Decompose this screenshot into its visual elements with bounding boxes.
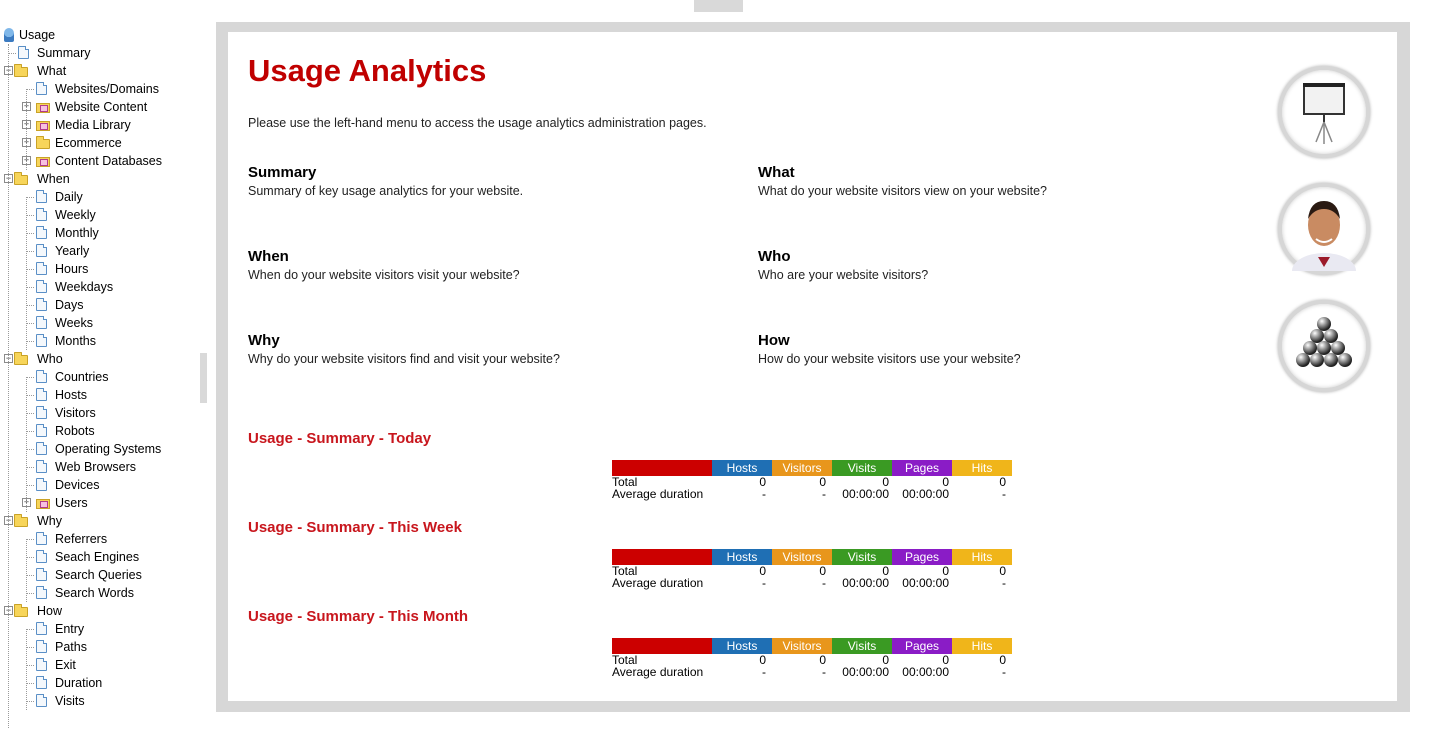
tree-item-label: What — [37, 64, 67, 78]
tree-item-referrers[interactable] — [0, 530, 200, 548]
tree-connector — [26, 413, 34, 414]
tree-connector — [26, 377, 34, 378]
summary-cell-visitors: - — [822, 576, 826, 590]
document-icon — [36, 424, 47, 437]
summary-header-label-cell — [612, 638, 712, 654]
summary-row-avg — [612, 488, 1012, 500]
summary-row-label: Average duration — [612, 576, 704, 590]
tree-connector — [26, 593, 34, 594]
document-icon — [36, 190, 47, 203]
navigation-tree — [0, 26, 200, 710]
tree-item-label: Weekly — [55, 208, 96, 222]
document-icon — [36, 460, 47, 473]
summary-cell-visitors: - — [822, 487, 826, 501]
summary-cell-hosts: - — [762, 665, 766, 679]
tree-item-exit[interactable] — [0, 656, 200, 674]
summary-cell-hits: - — [1002, 576, 1006, 590]
document-icon — [36, 442, 47, 455]
tree-item-summary[interactable] — [0, 44, 200, 62]
tree-item-hosts[interactable] — [0, 386, 200, 404]
section-heading[interactable]: What — [758, 164, 795, 181]
section-when — [248, 248, 520, 282]
folder-icon — [14, 67, 28, 77]
folder-icon — [14, 355, 28, 365]
section-text: Summary of key usage analytics for your website. — [248, 184, 524, 198]
tree-connector — [26, 557, 34, 558]
summary-cell-hosts: 0 — [759, 564, 766, 578]
tree-item-yearly[interactable] — [0, 242, 200, 260]
document-icon — [36, 694, 47, 707]
tree-item-label: Visits — [55, 694, 85, 708]
expand-icon[interactable]: + — [23, 119, 30, 129]
tree-item-label: Users — [55, 496, 88, 510]
expand-icon[interactable]: + — [23, 101, 30, 111]
document-icon — [36, 334, 47, 347]
tree-item-label: Hours — [55, 262, 89, 276]
tree-item-label: Weekdays — [55, 280, 114, 294]
tree-item-label: When — [37, 172, 70, 186]
tree-item-hours[interactable] — [0, 260, 200, 278]
tree-item-ecommerce[interactable] — [0, 134, 200, 152]
tree-item-usage[interactable] — [0, 26, 200, 44]
presentation-screen-icon — [1278, 66, 1370, 158]
tree-item-label: Daily — [55, 190, 83, 204]
tree-item-label: Paths — [55, 640, 87, 654]
tree-connector — [26, 449, 34, 450]
tree-item-label: Media Library — [55, 118, 131, 132]
section-text: Who are your website visitors? — [758, 268, 929, 282]
summary-header-visits: Visits — [832, 549, 892, 565]
tree-guide-line — [26, 539, 27, 602]
section-heading[interactable]: When — [248, 248, 289, 265]
tree-item-duration[interactable] — [0, 674, 200, 692]
tree-item-search-queries[interactable] — [0, 566, 200, 584]
summary-header-pages: Pages — [892, 638, 952, 654]
tree-item-media-library[interactable] — [0, 116, 200, 134]
tree-item-label: Web Browsers — [55, 460, 137, 474]
summary-header-label-cell — [612, 460, 712, 476]
tree-item-label: Weeks — [55, 316, 93, 330]
tree-item-weeks[interactable] — [0, 314, 200, 332]
tree-item-content-databases[interactable] — [0, 152, 200, 170]
section-text: How do your website visitors use your website? — [758, 352, 1021, 366]
expand-icon[interactable]: + — [23, 155, 30, 165]
tree-item-monthly[interactable] — [0, 224, 200, 242]
collapse-icon[interactable]: − — [5, 515, 12, 525]
summary-cell-hosts: - — [762, 487, 766, 501]
folder-icon — [14, 607, 28, 617]
summary-header-hits: Hits — [952, 549, 1012, 565]
document-icon — [36, 208, 47, 221]
tree-item-label: Seach Engines — [55, 550, 140, 564]
summary-table — [612, 638, 1012, 678]
tree-item-label: Countries — [55, 370, 109, 384]
document-icon — [36, 640, 47, 653]
tree-item-label: Yearly — [55, 244, 90, 258]
document-icon — [36, 244, 47, 257]
tree-connector — [26, 269, 34, 270]
collapse-icon[interactable]: − — [5, 65, 12, 75]
tree-item-label: Exit — [55, 658, 76, 672]
section-how — [758, 332, 1021, 366]
summary-header-visits: Visits — [832, 638, 892, 654]
folder-icon — [14, 175, 28, 185]
section-heading[interactable]: How — [758, 332, 790, 349]
tree-item-label: Duration — [55, 676, 103, 690]
tree-item-days[interactable] — [0, 296, 200, 314]
collapse-icon[interactable]: − — [5, 353, 12, 363]
document-icon — [36, 370, 47, 383]
folder-icon — [36, 139, 50, 149]
tree-item-label: Entry — [55, 622, 85, 636]
section-text: What do your website visitors view on your website? — [758, 184, 1048, 198]
tree-item-when[interactable] — [0, 170, 200, 188]
tree-connector — [26, 323, 34, 324]
person-photo-icon — [1278, 183, 1370, 275]
tree-connector — [26, 341, 34, 342]
tree-item-weekly[interactable] — [0, 206, 200, 224]
summary-header-hits: Hits — [952, 460, 1012, 476]
summary-cell-visitors: - — [822, 665, 826, 679]
document-icon — [36, 406, 47, 419]
tree-item-daily[interactable] — [0, 188, 200, 206]
summary-header-hosts: Hosts — [712, 638, 772, 654]
tree-item-label: Search Queries — [55, 568, 142, 582]
summary-row-label: Total — [612, 564, 638, 578]
summary-header-row — [612, 460, 1012, 476]
tree-item-why[interactable] — [0, 512, 200, 530]
tree-connector — [26, 485, 34, 486]
intro-text: Please use the left-hand menu to access the usage analytics administration pages. — [248, 116, 707, 130]
expand-icon[interactable]: + — [23, 497, 30, 507]
tree-item-label: Days — [55, 298, 84, 312]
tree-item-web-browsers[interactable] — [0, 458, 200, 476]
tree-connector — [26, 539, 34, 540]
tree-item-label: Why — [37, 514, 62, 528]
section-heading[interactable]: Who — [758, 248, 791, 265]
summary-cell-visitors: 0 — [819, 653, 826, 667]
summary-title: Usage - Summary - This Month — [248, 608, 469, 625]
summary-header-hits: Hits — [952, 638, 1012, 654]
document-icon — [36, 298, 47, 311]
summary-header-hosts: Hosts — [712, 460, 772, 476]
tree-item-label: How — [37, 604, 63, 618]
summary-table — [612, 460, 1012, 500]
tree-item-paths[interactable] — [0, 638, 200, 656]
summary-cell-pages: 0 — [942, 564, 949, 578]
section-text: Why do your website visitors find and visit your website? — [248, 352, 560, 366]
tree-item-robots[interactable] — [0, 422, 200, 440]
summary-cell-hosts: 0 — [759, 475, 766, 489]
collapse-icon[interactable]: − — [5, 173, 12, 183]
document-icon — [36, 82, 47, 95]
summary-row-label: Average duration — [612, 665, 704, 679]
summary-cell-hits: 0 — [999, 653, 1006, 667]
summary-cell-visits: 0 — [882, 475, 889, 489]
summary-row-label: Total — [612, 475, 638, 489]
tree-item-who[interactable] — [0, 350, 200, 368]
tree-item-label: Website Content — [55, 100, 148, 114]
database-folder-icon — [36, 157, 50, 167]
tree-item-label: Operating Systems — [55, 442, 162, 456]
tree-item-label: Search Words — [55, 586, 134, 600]
tree-item-label: Who — [37, 352, 63, 366]
summary-cell-visitors: 0 — [819, 564, 826, 578]
summary-header-pages: Pages — [892, 549, 952, 565]
tree-item-weekdays[interactable] — [0, 278, 200, 296]
summary-cell-pages: 0 — [942, 653, 949, 667]
tree-item-what[interactable] — [0, 62, 200, 80]
summary-cell-hits: 0 — [999, 564, 1006, 578]
page-title: Usage Analytics — [248, 53, 487, 88]
document-icon — [36, 316, 47, 329]
tree-item-website-content[interactable] — [0, 98, 200, 116]
tree-item-devices[interactable] — [0, 476, 200, 494]
summary-row-label: Total — [612, 653, 638, 667]
tree-connector — [26, 395, 34, 396]
document-icon — [36, 478, 47, 491]
tree-connector — [26, 647, 34, 648]
document-icon — [36, 658, 47, 671]
tree-item-visits[interactable] — [0, 692, 200, 710]
section-heading[interactable]: Why — [248, 332, 280, 349]
tree-item-operating-systems[interactable] — [0, 440, 200, 458]
tree-guide-line — [8, 44, 9, 728]
summary-row-avg — [612, 666, 1012, 678]
tree-item-label: Ecommerce — [55, 136, 122, 150]
expand-icon[interactable]: + — [23, 137, 30, 147]
tree-item-label: Referrers — [55, 532, 108, 546]
tree-connector — [26, 305, 34, 306]
tree-item-visitors[interactable] — [0, 404, 200, 422]
tree-connector — [8, 53, 16, 54]
tree-connector — [26, 683, 34, 684]
tree-item-label: Summary — [37, 46, 91, 60]
summary-cell-visits: 00:00:00 — [842, 576, 889, 590]
section-who — [758, 248, 928, 282]
tree-item-label: Usage — [19, 28, 56, 42]
tree-guide-line — [26, 89, 27, 170]
section-summary — [248, 164, 523, 198]
document-icon — [36, 280, 47, 293]
tree-connector — [26, 665, 34, 666]
document-icon — [36, 622, 47, 635]
section-heading[interactable]: Summary — [248, 164, 317, 181]
summary-header-hosts: Hosts — [712, 549, 772, 565]
tree-connector — [26, 575, 34, 576]
summary-row-avg — [612, 577, 1012, 589]
summary-header-visits: Visits — [832, 460, 892, 476]
summary-cell-visits: 00:00:00 — [842, 665, 889, 679]
document-icon — [36, 586, 47, 599]
summary-row-label: Average duration — [612, 487, 704, 501]
tree-item-label: Hosts — [55, 388, 87, 402]
document-icon — [36, 568, 47, 581]
collapse-icon[interactable]: − — [5, 605, 12, 615]
summary-header-pages: Pages — [892, 460, 952, 476]
molecule-spheres-icon — [1278, 300, 1370, 392]
tree-connector — [26, 197, 34, 198]
document-icon — [18, 46, 29, 59]
tree-guide-line — [26, 629, 27, 710]
summary-cell-pages: 0 — [942, 475, 949, 489]
summary-cell-visits: 00:00:00 — [842, 487, 889, 501]
summary-cell-hits: - — [1002, 665, 1006, 679]
database-folder-icon — [36, 103, 50, 113]
tree-item-label: Visitors — [55, 406, 96, 420]
tree-item-label: Content Databases — [55, 154, 163, 168]
summary-cell-pages: 00:00:00 — [902, 576, 949, 590]
usage-globe-icon — [4, 28, 14, 42]
tree-connector — [26, 89, 34, 90]
tree-item-label: Robots — [55, 424, 95, 438]
summary-cell-visits: 0 — [882, 653, 889, 667]
summary-table — [612, 549, 1012, 589]
tree-scrollbar[interactable] — [200, 353, 207, 403]
tree-connector — [26, 701, 34, 702]
summary-header-visitors: Visitors — [772, 549, 832, 565]
section-what — [758, 164, 1047, 198]
document-icon — [36, 532, 47, 545]
summary-cell-hits: - — [1002, 487, 1006, 501]
database-folder-icon — [36, 499, 50, 509]
summary-title: Usage - Summary - Today — [248, 430, 432, 447]
tree-connector — [26, 251, 34, 252]
summary-cell-pages: 00:00:00 — [902, 487, 949, 501]
tree-connector — [26, 629, 34, 630]
tree-item-months[interactable] — [0, 332, 200, 350]
tree-item-label: Monthly — [55, 226, 99, 240]
tree-item-how[interactable] — [0, 602, 200, 620]
tree-item-entry[interactable] — [0, 620, 200, 638]
document-icon — [36, 676, 47, 689]
document-icon — [36, 388, 47, 401]
tree-item-label: Months — [55, 334, 96, 348]
document-icon — [36, 550, 47, 563]
summary-cell-visitors: 0 — [819, 475, 826, 489]
tree-item-label: Devices — [55, 478, 100, 492]
summary-title: Usage - Summary - This Week — [248, 519, 462, 536]
tree-item-countries[interactable] — [0, 368, 200, 386]
document-icon — [36, 226, 47, 239]
tree-item-label: Websites/Domains — [55, 82, 159, 96]
summary-cell-visits: 0 — [882, 564, 889, 578]
tree-item-websites-domains[interactable] — [0, 80, 200, 98]
folder-icon — [14, 517, 28, 527]
tree-guide-line — [26, 197, 27, 350]
summary-cell-pages: 00:00:00 — [902, 665, 949, 679]
summary-header-label-cell — [612, 549, 712, 565]
tree-connector — [26, 287, 34, 288]
tree-connector — [26, 467, 34, 468]
tree-item-seach-engines[interactable] — [0, 548, 200, 566]
tree-connector — [26, 215, 34, 216]
tree-connector — [26, 431, 34, 432]
summary-cell-hits: 0 — [999, 475, 1006, 489]
tree-item-users[interactable] — [0, 494, 200, 512]
tree-item-search-words[interactable] — [0, 584, 200, 602]
database-folder-icon — [36, 121, 50, 131]
content-panel — [228, 32, 1397, 701]
summary-cell-hosts: - — [762, 576, 766, 590]
tree-connector — [26, 233, 34, 234]
top-scroll-handle[interactable] — [694, 0, 743, 12]
document-icon — [36, 262, 47, 275]
summary-header-visitors: Visitors — [772, 460, 832, 476]
section-why — [248, 332, 560, 366]
summary-header-row — [612, 638, 1012, 654]
summary-header-visitors: Visitors — [772, 638, 832, 654]
section-text: When do your website visitors visit your website? — [248, 268, 520, 282]
summary-cell-hosts: 0 — [759, 653, 766, 667]
summary-header-row — [612, 549, 1012, 565]
tree-guide-line — [26, 377, 27, 512]
